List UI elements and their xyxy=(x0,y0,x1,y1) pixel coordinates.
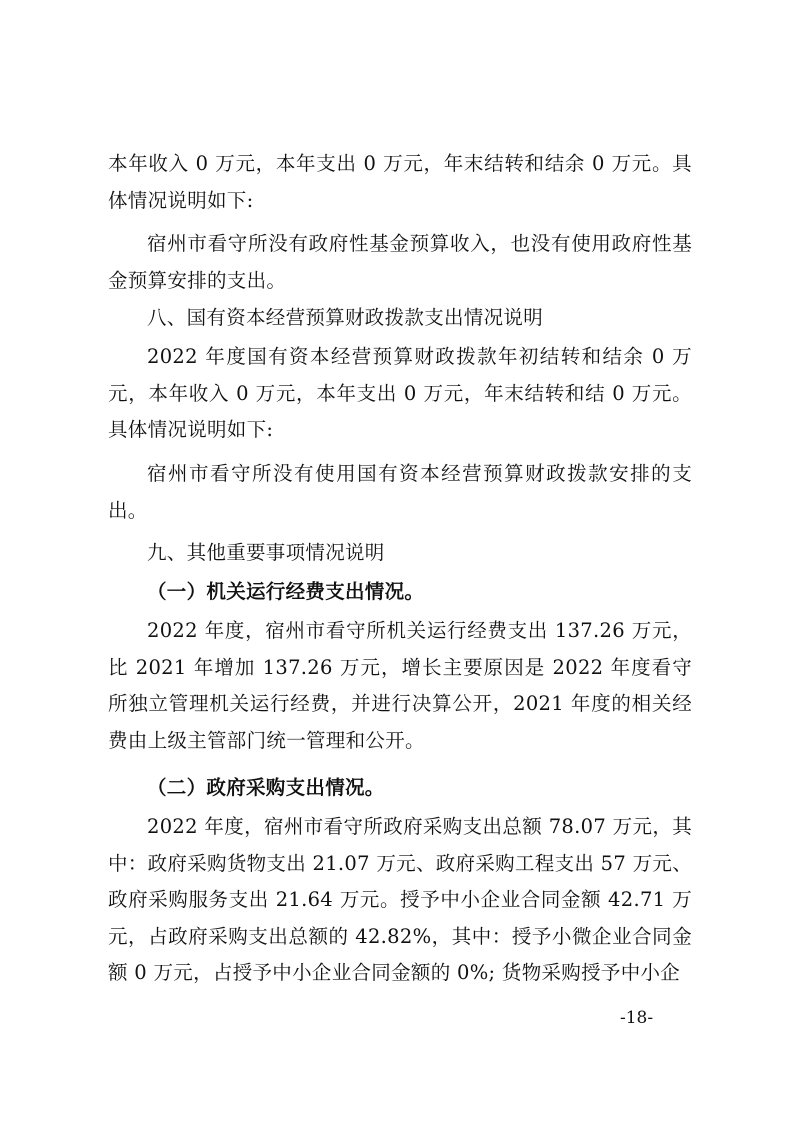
paragraph-procurement: 2022 年度，宿州市看守所政府采购支出总额 78.07 万元，其中：政府采购货物支出 21.07 万元、政府采购工程支出 57 万元、政府采购服务支出 21.64 万元。授予中小企业合同金额 42.71 万元，占政府采购支出总额的 42.82%，其中：授予小微企业合同金额 0 万元，占授予中小企业合同金额的 0%; 货物采购授予中小企 xyxy=(108,815,692,984)
paragraph-budget-summary: 本年收入 0 万元，本年支出 0 万元，年末结转和结余 0 万元。具体情况说明如下: xyxy=(108,152,692,212)
paragraph-operating-expenses: 2022 年度，宿州市看守所机关运行经费支出 137.26 万元，比 2021 年增加 137.26 万元，增长主要原因是 2022 年度看守所独立管理机关运行经费，并进行决算公开，2021 年度的相关经费由上级主管部门统一管理和公开。 xyxy=(108,619,692,752)
paragraph-state-capital-note: 宿州市看守所没有使用国有资本经营预算财政拨款安排的支出。 xyxy=(108,462,692,522)
page-number: -18- xyxy=(620,1008,654,1028)
section-heading-9: 九、其他重要事项情况说明 xyxy=(147,541,385,564)
subsection-heading-2: （二）政府采购支出情况。 xyxy=(147,776,385,799)
section-heading-8: 八、国有资本经营预算财政拨款支出情况说明 xyxy=(147,306,544,329)
paragraph-state-capital-summary: 2022 年度国有资本经营预算财政拨款年初结转和结余 0 万元，本年收入 0 万元，本年支出 0 万元，年末结转和结 0 万元。具体情况说明如下: xyxy=(108,345,692,441)
paragraph-fund-budget-note: 宿州市看守所没有政府性基金预算收入，也没有使用政府性基金预算安排的支出。 xyxy=(108,232,692,292)
subsection-heading-1: （一）机关运行经费支出情况。 xyxy=(147,580,425,603)
